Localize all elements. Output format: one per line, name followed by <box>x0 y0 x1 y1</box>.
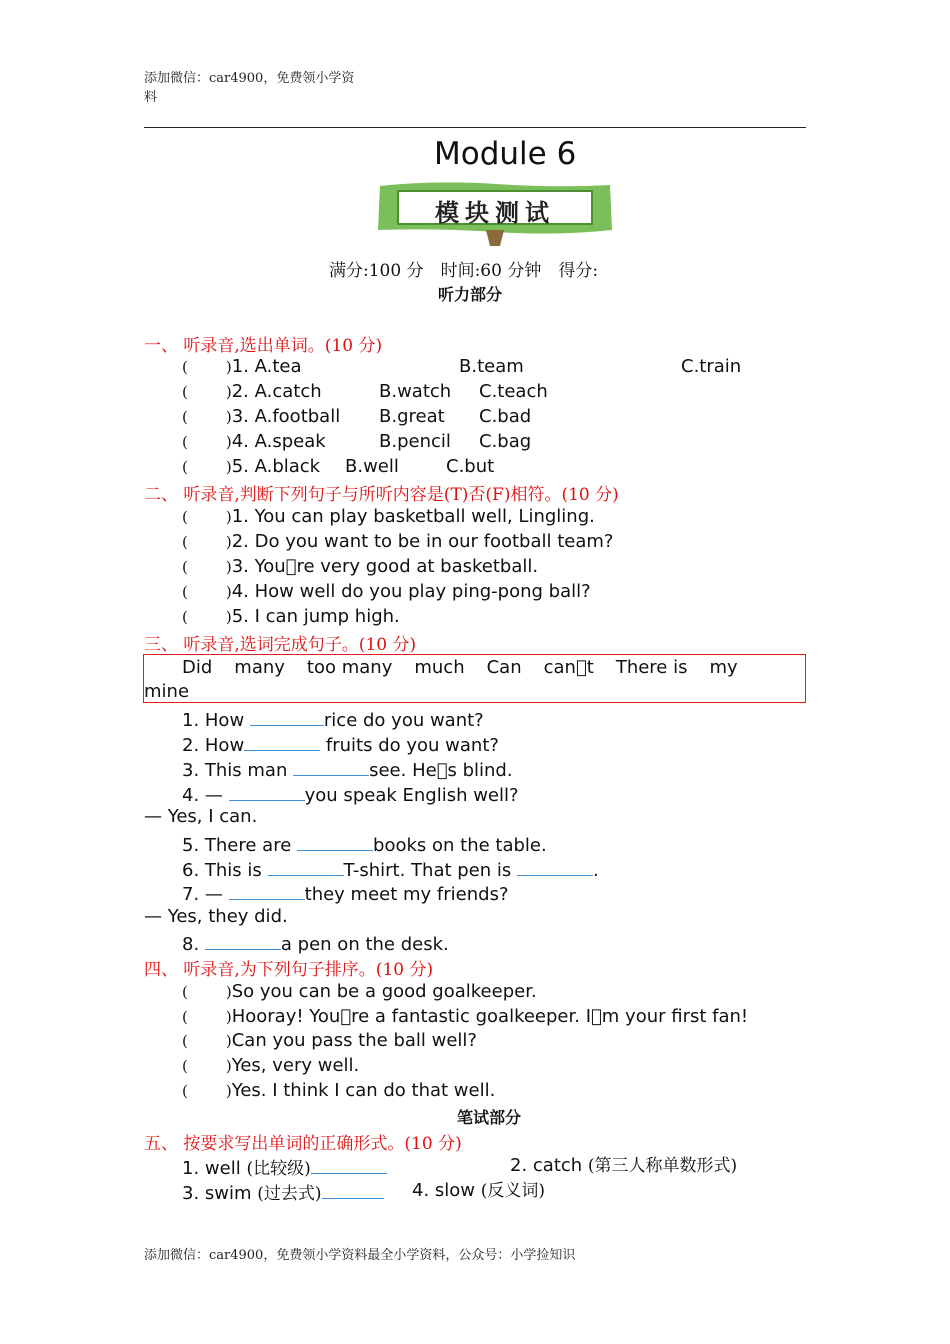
s4-item-1: ( )So you can be a good goalkeeper. <box>182 981 537 1002</box>
s5-item-4: 4. slow (反义词) <box>412 1180 546 1201</box>
header-rule <box>144 127 806 128</box>
fill-blank[interactable] <box>297 832 373 851</box>
s1-item-5: ( )5. A.black <box>182 456 321 477</box>
fill-blank[interactable] <box>229 881 305 900</box>
header-line-1: 添加微信：car4900，免费领小学资 <box>144 71 355 86</box>
writing-heading: 笔试部分 <box>457 1108 522 1127</box>
word-bank-row-1: Did many too many much Can can t There is my <box>182 657 733 678</box>
answer-paren[interactable]: ( <box>182 1057 188 1075</box>
answer-paren[interactable]: ( <box>182 508 188 526</box>
s3-q3: 3. This man see. He s blind. <box>182 757 513 782</box>
s5-item-2: 2. catch (第三人称单数形式) <box>510 1155 738 1176</box>
s1-item-4-b: B.pencil <box>379 431 451 452</box>
s3-a4: — Yes, I can. <box>144 806 258 827</box>
s1-item-2-b: B.watch <box>379 381 452 402</box>
fill-blank[interactable] <box>244 732 320 751</box>
s4-item-3: ( )Can you pass the ball well? <box>182 1030 477 1051</box>
s1-item-1-b: B.team <box>459 356 524 377</box>
s4-item-5: ( )Yes. I think I can do that well. <box>182 1080 496 1101</box>
s4-item-2: ( )Hooray! You re a fantastic goalkeeper. I m your first fan! <box>182 1006 738 1027</box>
section-2-title: 二、 听录音,判断下列句子与所听内容是(T)否(F)相符。(10 分) <box>144 485 619 505</box>
s1-item-3: ( )3. A.football <box>182 406 341 427</box>
s1-item-5-b: B.well <box>345 456 399 477</box>
section-5-title: 五、 按要求写出单词的正确形式。(10 分) <box>144 1134 462 1154</box>
s4-item-4: ( )Yes, very well. <box>182 1055 360 1076</box>
score-time-line: 满分:100 分 时间:60 分钟 得分: <box>329 261 599 281</box>
word-bank-row-2: mine <box>144 681 190 702</box>
answer-paren[interactable]: ( <box>182 1008 188 1026</box>
s3-q1: 1. How rice do you want? <box>182 707 484 732</box>
s5-item-1: 1. well (比较级) <box>182 1155 387 1180</box>
section-3-title: 三、 听录音,选词完成句子。(10 分) <box>144 635 417 655</box>
s3-q4: 4. — you speak English well? <box>182 782 519 807</box>
footer-text: 添加微信：car4900，免费领小学资料最全小学资料，公众号：小学捡知识 <box>144 1248 576 1263</box>
answer-paren[interactable]: ( <box>182 533 188 551</box>
fill-blank[interactable] <box>293 757 369 776</box>
s1-item-3-c: C.bad <box>479 406 532 427</box>
answer-paren[interactable]: ( <box>182 1082 188 1100</box>
answer-paren[interactable]: ( <box>182 608 188 626</box>
s1-item-1: ( )1. A.tea <box>182 356 302 377</box>
answer-paren[interactable]: ( <box>182 433 188 451</box>
s2-item-3: ( )3. You re very good at basketball. <box>182 556 533 577</box>
answer-paren[interactable]: ( <box>182 383 188 401</box>
answer-paren[interactable]: ( <box>182 558 188 576</box>
s3-a7: — Yes, they did. <box>144 906 288 927</box>
answer-paren[interactable]: ( <box>182 458 188 476</box>
answer-paren[interactable]: ( <box>182 583 188 601</box>
fill-blank[interactable] <box>322 1180 384 1199</box>
page-title: Module 6 <box>434 136 577 172</box>
fill-blank[interactable] <box>268 857 344 876</box>
listening-heading: 听力部分 <box>438 285 503 304</box>
section-4-title: 四、 听录音,为下列句子排序。(10 分) <box>144 960 434 980</box>
s1-item-5-c: C.but <box>446 456 495 477</box>
s2-item-2: ( )2. Do you want to be in our football team? <box>182 531 614 552</box>
s1-item-4-c: C.bag <box>479 431 532 452</box>
s2-item-1: ( )1. You can play basketball well, Lingling. <box>182 506 595 527</box>
fill-blank[interactable] <box>229 782 305 801</box>
s1-item-4: ( )4. A.speak <box>182 431 326 452</box>
answer-paren[interactable]: ( <box>182 408 188 426</box>
answer-paren[interactable]: ( <box>182 1032 188 1050</box>
fill-blank[interactable] <box>205 931 281 950</box>
s2-item-5: ( )5. I can jump high. <box>182 606 400 627</box>
s1-item-1-c: C.train <box>681 356 742 377</box>
section-1-title: 一、 听录音,选出单词。(10 分) <box>144 336 383 356</box>
s3-q8: 8. a pen on the desk. <box>182 931 449 956</box>
s3-q2: 2. How fruits do you want? <box>182 732 499 757</box>
s5-item-3: 3. swim (过去式) <box>182 1180 384 1205</box>
fill-blank[interactable] <box>311 1155 387 1174</box>
fill-blank[interactable] <box>517 857 593 876</box>
answer-paren[interactable]: ( <box>182 983 188 1001</box>
s3-q5: 5. There are books on the table. <box>182 832 547 857</box>
s3-q6: 6. This is T-shirt. That pen is . <box>182 857 599 882</box>
s1-item-2-c: C.teach <box>479 381 548 402</box>
s1-item-3-b: B.great <box>379 406 445 427</box>
answer-paren[interactable]: ( <box>182 358 188 376</box>
header-line-2: 料 <box>144 90 158 105</box>
s1-item-2: ( )2. A.catch <box>182 381 322 402</box>
s2-item-4: ( )4. How well do you play ping-pong ball? <box>182 581 591 602</box>
module-test-badge <box>376 180 614 250</box>
fill-blank[interactable] <box>250 707 324 726</box>
s3-q7: 7. — they meet my friends? <box>182 881 509 906</box>
badge-label: 模块测试 <box>435 199 555 227</box>
